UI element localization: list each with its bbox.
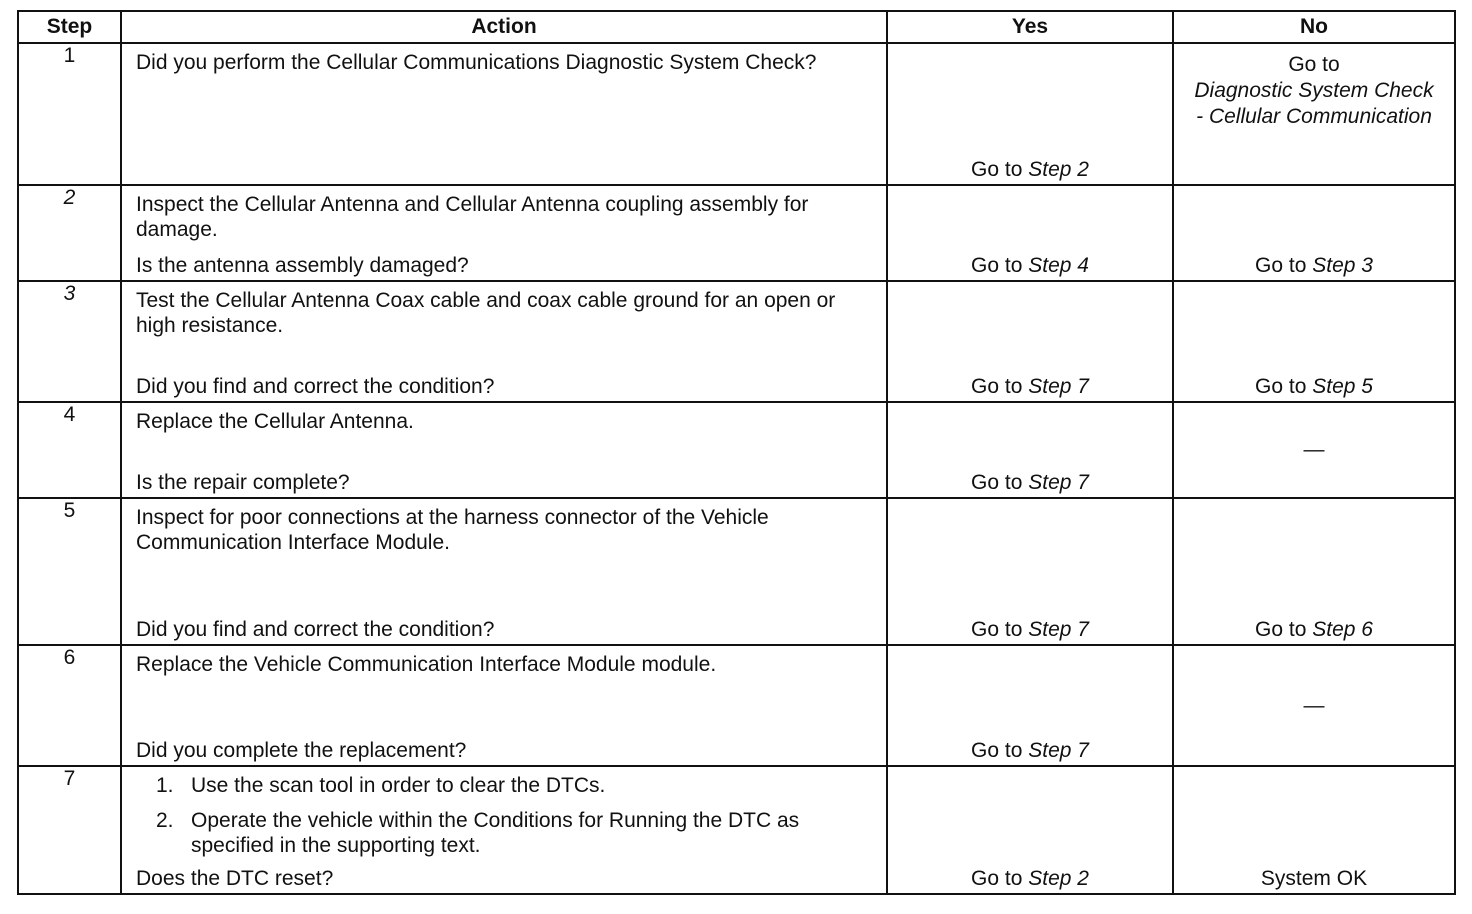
- action-text: Replace the Vehicle Communication Interface Module module.: [136, 653, 717, 676]
- yes-cell: [887, 185, 1173, 281]
- go-to-label: Go to: [971, 867, 1023, 890]
- go-to-label: Go to: [971, 471, 1023, 494]
- yes-cell: [887, 402, 1173, 498]
- header-step: Step: [18, 11, 121, 43]
- yes-step-link: Step 4: [1028, 254, 1089, 277]
- go-to-label: Go to: [1255, 618, 1307, 641]
- action-question: Is the antenna assembly damaged?: [136, 254, 469, 277]
- yes-cell: [887, 766, 1173, 894]
- header-row: [18, 11, 1455, 43]
- action-question: Did you find and correct the condition?: [136, 375, 495, 398]
- step-number: 7: [18, 766, 121, 894]
- yes-step-link: Step 2: [1028, 867, 1089, 890]
- header-action: Action: [121, 11, 887, 43]
- action-text: Inspect the Cellular Antenna and Cellular Antenna coupling assembly for damage.: [136, 193, 809, 241]
- go-to-label: Go to: [971, 618, 1023, 641]
- list-item-text: Operate the vehicle within the Conditions for Running the DTC as specified in the supporting text.: [191, 809, 800, 857]
- action-cell: [121, 281, 887, 402]
- yes-step-link: Step 7: [1028, 739, 1089, 762]
- list-item: [136, 773, 874, 798]
- step-number: 6: [18, 645, 121, 766]
- no-go-to-label: Go to: [1288, 53, 1340, 76]
- action-question: Did you complete the replacement?: [136, 739, 467, 762]
- yes-cell: [887, 281, 1173, 402]
- no-cell: [1173, 281, 1455, 402]
- no-step-link: Step 5: [1312, 375, 1373, 398]
- yes-step-link: Step 7: [1028, 618, 1089, 641]
- go-to-label: Go to: [971, 158, 1023, 181]
- no-cell: [1173, 498, 1455, 645]
- table-row-step-3: [18, 281, 1455, 402]
- yes-step-link: Step 2: [1028, 158, 1089, 181]
- go-to-label: Go to: [971, 375, 1023, 398]
- no-cell: [1173, 185, 1455, 281]
- table-row-step-4: [18, 402, 1455, 498]
- no-reference: Diagnostic System Check - Cellular Communication: [1194, 79, 1434, 128]
- system-ok-text: System OK: [1260, 867, 1368, 890]
- no-cell: [1173, 766, 1455, 894]
- table-row-step-7: [18, 766, 1455, 894]
- action-cell: [121, 185, 887, 281]
- list-item-text: Use the scan tool in order to clear the DTCs.: [191, 774, 606, 797]
- action-cell: [121, 766, 887, 894]
- no-step-link: Step 3: [1312, 254, 1373, 277]
- table-row-step-5: [18, 498, 1455, 645]
- step-number: 2: [18, 185, 121, 281]
- go-to-label: Go to: [1255, 375, 1307, 398]
- list-item-number: 1.: [156, 774, 174, 797]
- no-step-link: Step 6: [1312, 618, 1373, 641]
- no-cell: [1173, 43, 1455, 185]
- header-yes: Yes: [887, 11, 1173, 43]
- table-row-step-6: [18, 645, 1455, 766]
- header-no: No: [1173, 11, 1455, 43]
- not-applicable-dash: —: [1303, 693, 1325, 717]
- action-question: Does the DTC reset?: [136, 867, 334, 890]
- action-cell: [121, 402, 887, 498]
- step-number: 4: [18, 402, 121, 498]
- yes-cell: [887, 645, 1173, 766]
- step-number: 3: [18, 281, 121, 402]
- list-item-number: 2.: [156, 809, 174, 832]
- step-number: 1: [18, 43, 121, 185]
- action-cell: [121, 43, 887, 185]
- action-question: Is the repair complete?: [136, 471, 350, 494]
- action-step-list: [122, 767, 886, 858]
- no-cell: [1173, 402, 1455, 498]
- go-to-label: Go to: [971, 254, 1023, 277]
- step-number: 5: [18, 498, 121, 645]
- yes-step-link: Step 7: [1028, 375, 1089, 398]
- go-to-label: Go to: [971, 739, 1023, 762]
- action-text: Inspect for poor connections at the harness connector of the Vehicle Communication Interface Module.: [136, 506, 769, 554]
- list-item: [136, 808, 874, 858]
- action-text: Did you perform the Cellular Communications Diagnostic System Check?: [136, 51, 817, 74]
- not-applicable-dash: —: [1303, 438, 1325, 461]
- action-text: Test the Cellular Antenna Coax cable and coax cable ground for an open or high resistance.: [136, 289, 836, 337]
- yes-cell: [887, 43, 1173, 185]
- go-to-label: Go to: [1255, 254, 1307, 277]
- no-cell: [1173, 645, 1455, 766]
- action-text: Replace the Cellular Antenna.: [136, 410, 414, 433]
- table-row-step-1: [18, 43, 1455, 185]
- action-cell: [121, 645, 887, 766]
- action-question: Did you find and correct the condition?: [136, 618, 495, 641]
- action-cell: [121, 498, 887, 645]
- yes-cell: [887, 498, 1173, 645]
- yes-step-link: Step 7: [1028, 471, 1089, 494]
- diagnostic-table: [17, 10, 1456, 895]
- table-row-step-2: [18, 185, 1455, 281]
